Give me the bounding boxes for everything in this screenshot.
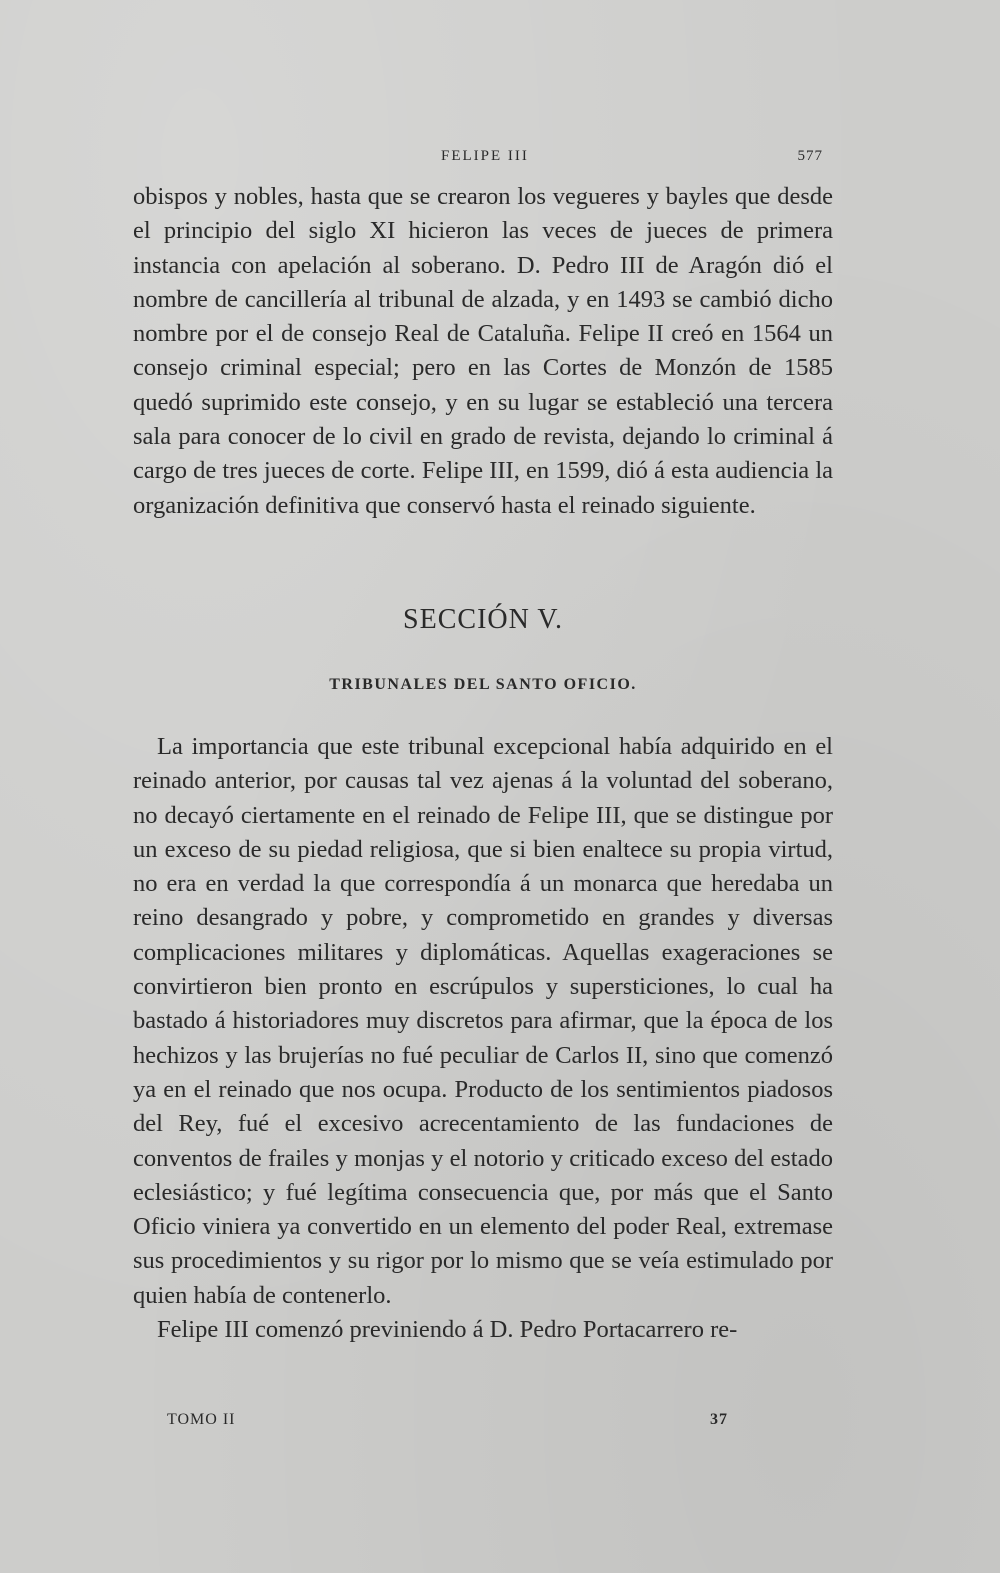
- page-footer: [167, 1411, 767, 1435]
- paragraph-continuation: obispos y nobles, hasta que se crearon los vegueres y bayles que desde el principio del siglo XI hicieron las veces de jueces de primera instancia con apelación al soberano. D. Pedro III de Aragón dió el nombre de cancillería al tribunal de alzada, y en 1493 se cambió dicho nombre por el de consejo Real de Cataluña. Felipe II creó en 1564 un consejo criminal especial; pero en las Cortes de Monzón de 1585 quedó suprimido este consejo, y en su lugar se estableció una tercera sala para conocer de lo civil en grado de revista, dejando lo criminal á cargo de tres jueces de corte. Felipe III, en 1599, dió á esta audiencia la organización definitiva que conservó hasta el reinado siguiente.: [133, 183, 833, 519]
- paragraph: Felipe III comenzó previniendo á D. Pedro Portacarrero re-: [157, 1316, 738, 1344]
- page-number: 577: [797, 148, 823, 164]
- running-head: [133, 148, 823, 170]
- section-heading: SECCIÓN V.: [403, 604, 563, 635]
- running-title: FELIPE III: [441, 148, 529, 164]
- section-subheading: TRIBUNALES DEL SANTO OFICIO.: [329, 676, 637, 693]
- body-text-section: [133, 730, 833, 1347]
- body-text-top: [133, 180, 833, 523]
- paragraph: La importancia que este tribunal excepcional había adquirido en el reinado anterior, por causas tal vez ajenas á la voluntad del soberano, no decayó ciertamente en el reinado de Felipe III, que se distingue por un exceso de su piedad religiosa, que si bien enaltece su propia virtud, no era en verdad la que correspondía á un monarca que heredaba un reino desangrado y pobre, y comprometido en grandes y diversas complicaciones militares y diplomáticas. Aquellas exageraciones se convirtieron bien pronto en escrúpulos y supersticiones, lo cual ha bastado á historiadores muy discretos para afirmar, que la época de los hechizos y las brujerías no fué peculiar de Carlos II, sino que comenzó ya en el reinado que nos ocupa. Producto de los sentimientos piadosos del Rey, fué el excesivo acrecentamiento de las fundaciones de conventos de frailes y monjas y el notorio y criticado exceso del estado eclesiástico; y fué legítima consecuencia que, por más que el Santo Oficio viniera ya convertido en un elemento del poder Real, extremase sus procedimientos y su rigor por lo mismo que se veía estimulado por quien había de contenerlo.: [133, 733, 833, 1309]
- volume-signature: TOMO II: [167, 1411, 236, 1428]
- sheet-number: 37: [710, 1411, 728, 1428]
